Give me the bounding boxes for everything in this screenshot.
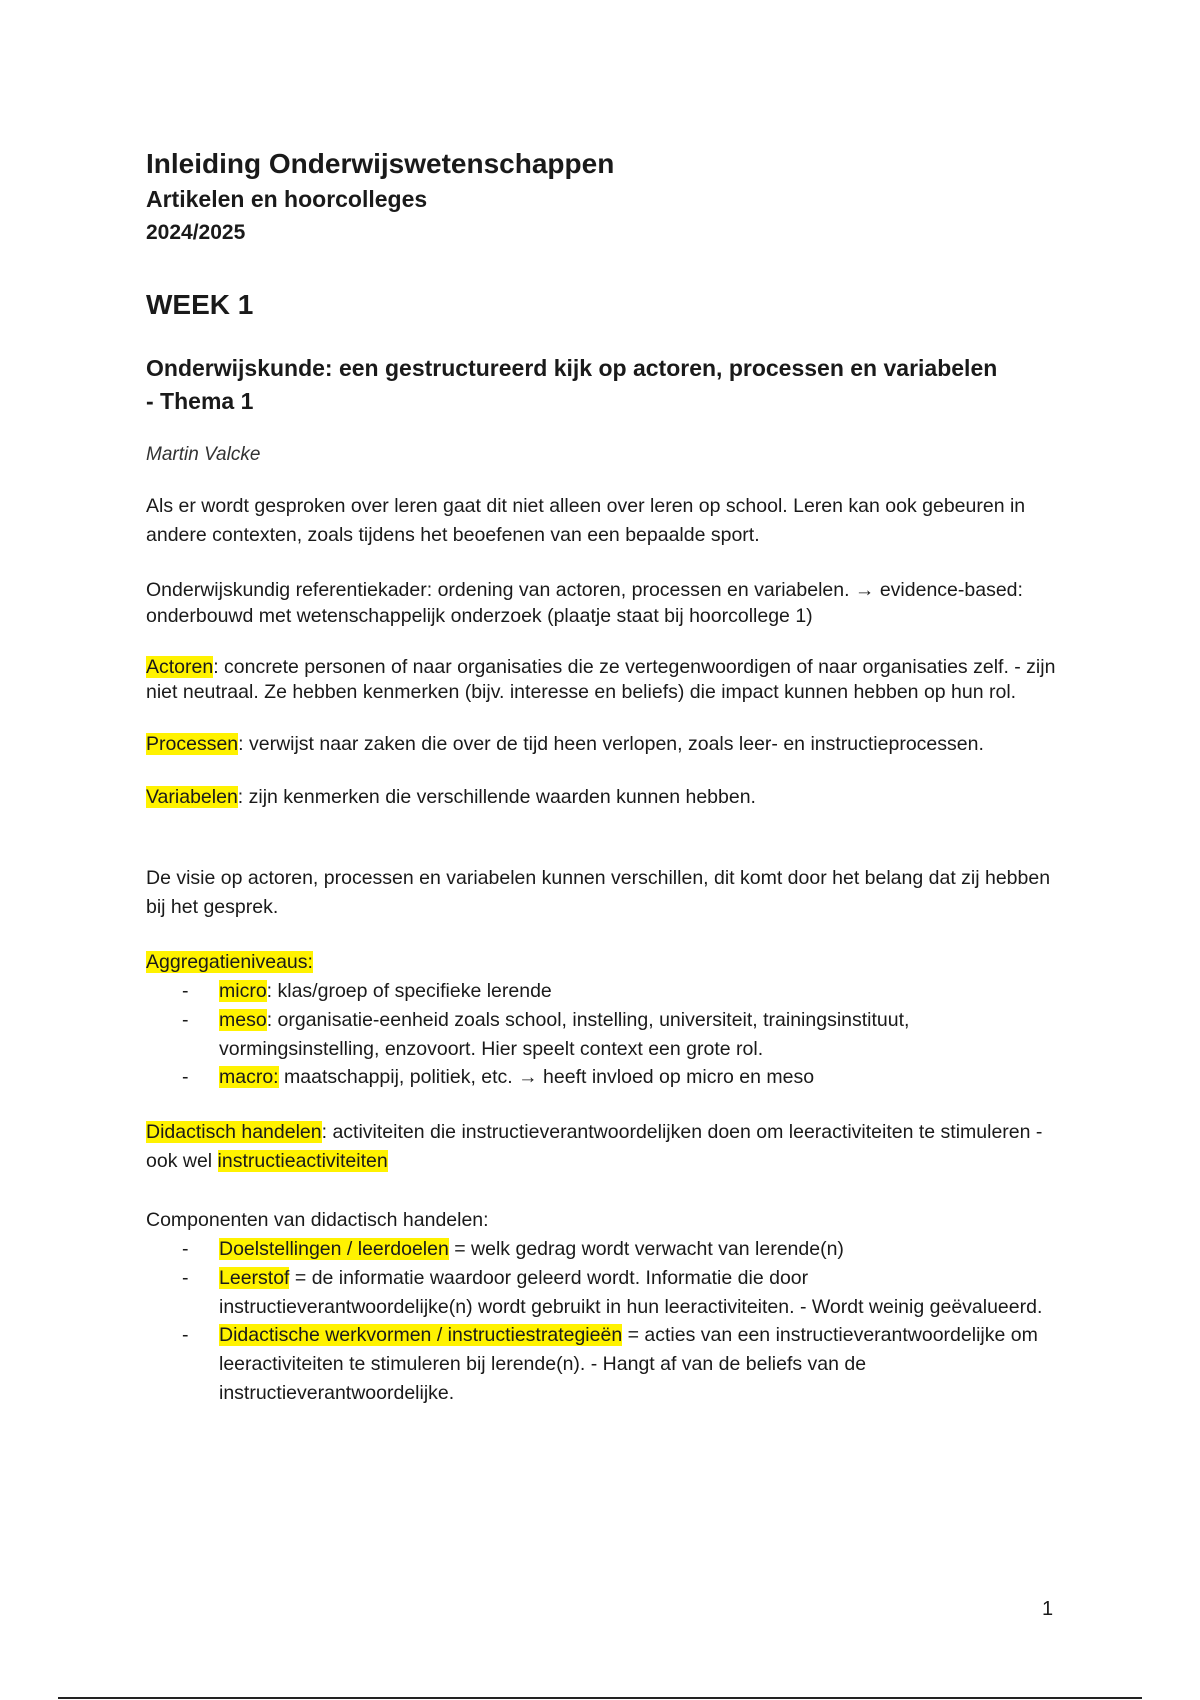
definition-text: : activiteiten die instructieverantwoordelijken doen om leeractiviteiten te stimuleren - ook wel [146,1121,1043,1173]
list-item-text: : organisatie-eenheid zoals school, instelling, universiteit, trainingsinstituut, vormingsinstelling, enzovoort. Hier speelt context een grote rol. [219,1008,910,1060]
intro-paragraph: Als er wordt gesproken over leren gaat dit niet alleen over leren op school. Leren kan ook gebeuren in andere contexten, zoals tijdens het beoefenen van een bepaalde sport. [146,495,1026,547]
definition-processen [146,732,1066,757]
list-item [146,977,1066,1006]
definition-text: : verwijst naar zaken die over de tijd heen verlopen, zoals leer- en instructieprocessen. [238,732,984,755]
highlighted-term: Didactische werkvormen / instructiestrategieën [219,1324,623,1347]
list-item-text: = de informatie waardoor geleerd wordt. Informatie die door instructieverantwoordelijke(n) wordt gebruikt in hun leeractiviteiten. - Wordt weinig geëvalueerd. [219,1266,1043,1318]
componenten-list [146,1235,1066,1408]
week-heading: WEEK 1 [146,289,254,321]
page-number: 1 [1042,1598,1054,1620]
list-item-text: = welk gedrag wordt verwacht van lerende(n) [448,1237,844,1260]
list-item [146,1321,1066,1408]
page-content [146,146,1066,1408]
highlighted-term: instructieactiviteiten [217,1150,388,1173]
visie-paragraph: De visie op actoren, processen en variabelen kunnen verschillen, dit komt door het belang dat zij hebben bij het gesprek. [146,867,1051,919]
highlighted-term: macro: [219,1066,279,1089]
list-item-text: maatschappij, politiek, etc. → heeft invloed op micro en meso [278,1066,815,1089]
didactisch-handelen-paragraph [146,1118,1066,1176]
componenten-intro: Componenten van didactisch handelen: [146,1208,489,1231]
section-author: Martin Valcke [146,444,261,466]
highlighted-term: Actoren [146,655,214,678]
definition-variabelen [146,785,1066,810]
aggregatie-heading [146,948,1066,977]
highlighted-term: Variabelen [146,785,238,808]
highlighted-term: micro [219,979,267,1002]
definition-text: : zijn kenmerken die verschillende waarden kunnen hebben. [237,785,756,808]
highlighted-term: Didactisch handelen [146,1121,322,1144]
referentiekader-paragraph: Onderwijskundig referentiekader: ordening van actoren, processen en variabelen. → evidence-based: onderbouwd met wetenschappelijk onderzoek (plaatje staat bij hoorcollege 1) [146,579,1023,627]
highlighted-term: meso [219,1008,267,1031]
list-item-text: = acties van een instructieverantwoordelijke om leeractiviteiten te stimuleren bij lerende(n). - Hangt af van de beliefs van de instructieverantwoordelijke. [219,1324,1038,1405]
highlighted-term: Aggregatieniveaus: [146,950,313,973]
list-item-text: : klas/groep of specifieke lerende [266,979,552,1002]
definition-actoren [146,655,1066,706]
list-item [146,1264,1066,1322]
highlighted-term: Processen [146,732,239,755]
definition-text: : concrete personen of naar organisaties die ze vertegenwoordigen of naar organisaties zelf. - zijn niet neutraal. Ze hebben kenmerken (bijv. interesse en beliefs) die impact kunnen hebben op hun rol. [146,655,1056,704]
list-item [146,1235,1066,1264]
list-item [146,1063,1066,1092]
page-bottom-divider [58,1697,1142,1699]
document-title: Inleiding Onderwijswetenschappen [146,148,615,179]
section-title: Onderwijskunde: een gestructureerd kijk op actoren, processen en variabelen - Thema 1 [146,354,998,415]
document-subtitle: Artikelen en hoorcolleges [146,186,428,212]
highlighted-term: Leerstof [219,1266,290,1289]
list-item [146,1006,1066,1064]
highlighted-term: Doelstellingen / leerdoelen [219,1237,449,1260]
document-year: 2024/2025 [146,220,246,244]
aggregatie-list [146,977,1066,1092]
